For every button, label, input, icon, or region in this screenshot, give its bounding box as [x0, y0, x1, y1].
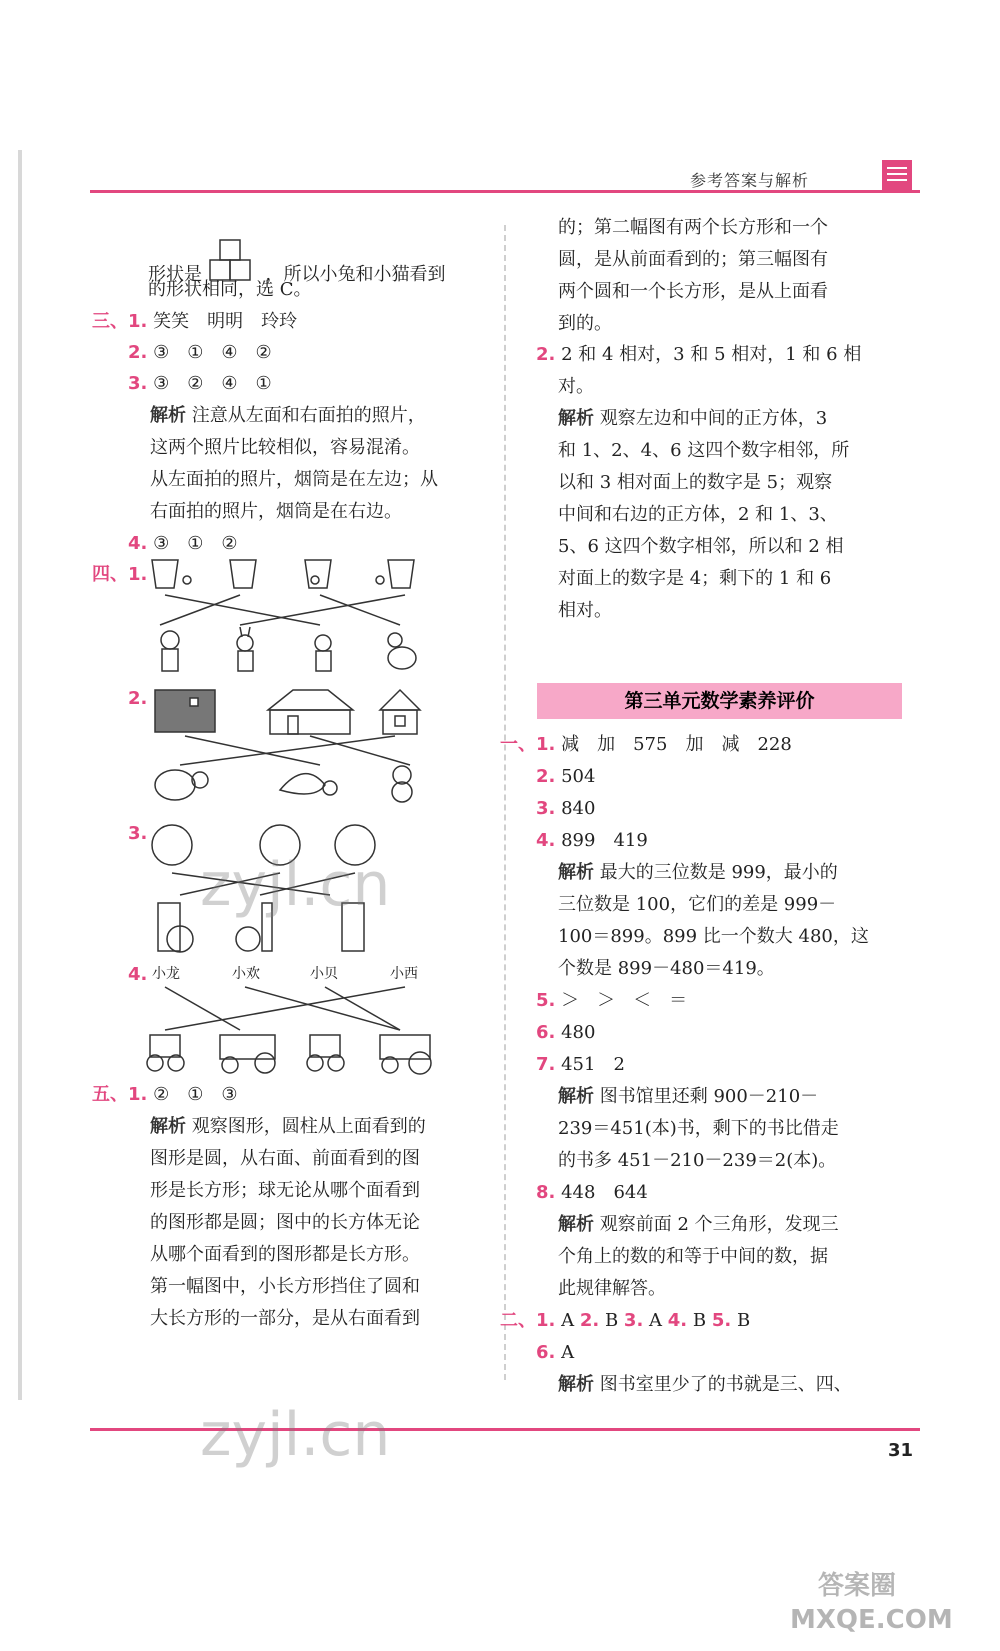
a7-analysis-2: 239＝451(本)书，剩下的书比借走 — [558, 1118, 839, 1139]
q3-analysis-1: 解析 注意从左面和右面拍的照片， — [150, 405, 426, 426]
q3-analysis-3: 从左面拍的照片，烟筒是在左边；从 — [150, 469, 438, 490]
left-line-2: 的形状相同，选 C。 — [148, 279, 312, 300]
q3-analysis-4: 右面拍的照片，烟筒是在右边。 — [150, 501, 402, 522]
a7-analysis-1: 解析 图书馆里还剩 900－210－ — [558, 1086, 819, 1107]
page-edge-shadow — [18, 150, 22, 1400]
a4-analysis-3: 100＝899。899 比一个数大 480，这 — [558, 926, 869, 947]
q5-1: 五、1. ② ① ③ — [92, 1084, 238, 1105]
q3-analysis-2: 这两个照片比较相似，容易混淆。 — [150, 437, 420, 458]
a2: 2. 504 — [536, 766, 596, 787]
a8: 8. 448 644 — [536, 1182, 648, 1203]
q3-2: 2. ③ ① ④ ② — [128, 342, 272, 363]
q4-3-num: 3. — [128, 823, 148, 844]
q5-analysis-1: 解析 观察图形，圆柱从上面看到的 — [150, 1116, 426, 1137]
r-q2-analysis-2: 和 1、2、4、6 这四个数字相邻，所 — [558, 440, 850, 461]
header-menu-icon — [882, 160, 912, 190]
header-rule — [90, 190, 920, 193]
q3-1: 三、1. 笑笑 明明 玲玲 — [92, 311, 298, 332]
a4-analysis-4: 个数是 899－480＝419。 — [558, 958, 775, 979]
watermark-1: zyjl.cn — [200, 850, 391, 920]
name-xiaolong: 小龙 — [152, 966, 180, 982]
q4-1-num: 四、1. — [92, 564, 148, 585]
b1-5: 二、1. A 2. B 3. A 4. B 5. B — [500, 1310, 751, 1331]
right-line-4: 到的。 — [558, 313, 612, 334]
r-q2: 2. 2 和 4 相对，3 和 5 相对，1 和 6 相 — [536, 344, 862, 365]
section-banner: 第三单元数学素养评价 — [537, 683, 902, 719]
watermark-2: zyjl.cn — [200, 1400, 391, 1470]
q4-1-figure — [140, 555, 460, 680]
a7: 7. 451 2 — [536, 1054, 625, 1075]
left-line-1: 形状是 ，所以小兔和小猫看到 — [148, 238, 445, 288]
header-title: 参考答案与解析 — [690, 171, 810, 190]
q3-3: 3. ③ ② ④ ① — [128, 373, 272, 394]
q5-analysis-4: 的图形都是圆；图中的长方体无论 — [150, 1212, 420, 1233]
q4-4-figure — [140, 985, 460, 1080]
q4-2-figure — [140, 680, 460, 810]
right-line-1: 的；第二幅图有两个长方形和一个 — [558, 217, 828, 238]
a1: 一、1. 减 加 575 加 减 228 — [500, 734, 792, 755]
r-q2-analysis-6: 对面上的数字是 4；剩下的 1 和 6 — [558, 568, 832, 589]
name-xiaobei: 小贝 — [310, 966, 338, 982]
r-q2-b: 对。 — [558, 376, 594, 397]
right-line-3: 两个圆和一个长方形，是从上面看 — [558, 281, 828, 302]
a4-analysis-1: 解析 最大的三位数是 999，最小的 — [558, 862, 838, 883]
r-q2-analysis-3: 以和 3 相对面上的数字是 5；观察 — [558, 472, 833, 493]
watermark-3: 答案圈 — [818, 1571, 897, 1601]
b6: 6. A — [536, 1342, 575, 1363]
q5-analysis-3: 形是长方形；球无论从哪个面看到 — [150, 1180, 420, 1201]
a8-analysis-1: 解析 观察前面 2 个三角形，发现三 — [558, 1214, 839, 1235]
r-q2-analysis-4: 中间和右边的正方体，2 和 1、3、 — [558, 504, 838, 525]
q5-analysis-6: 第一幅图中，小长方形挡住了圆和 — [150, 1276, 420, 1297]
q5-analysis-7: 大长方形的一部分，是从右面看到 — [150, 1308, 420, 1329]
a4: 4. 899 419 — [536, 830, 648, 851]
a8-analysis-3: 此规律解答。 — [558, 1278, 666, 1299]
a4-analysis-2: 三位数是 100，它们的差是 999－ — [558, 894, 837, 915]
a5: 5. ＞ ＞ ＜ ＝ — [536, 990, 688, 1011]
a6: 6. 480 — [536, 1022, 596, 1043]
name-xiaohuan: 小欢 — [232, 966, 260, 982]
q3-4: 4. ③ ① ② — [128, 533, 238, 554]
page-number: 31 — [888, 1440, 914, 1461]
r-q2-analysis-7: 相对。 — [558, 600, 612, 621]
watermark-4: MXQE.COM — [790, 1605, 953, 1635]
a3: 3. 840 — [536, 798, 596, 819]
q4-4-num: 4. — [128, 964, 148, 985]
b6-analysis-1: 解析 图书室里少了的书就是三、四、 — [558, 1374, 852, 1395]
a8-analysis-2: 个角上的数的和等于中间的数，据 — [558, 1246, 828, 1267]
q5-analysis-5: 从哪个面看到的图形都是长方形。 — [150, 1244, 420, 1265]
right-line-2: 圆，是从前面看到的；第三幅图有 — [558, 249, 828, 270]
name-xiaoxi: 小西 — [390, 966, 418, 982]
r-q2-analysis-1: 解析 观察左边和中间的正方体，3 — [558, 408, 828, 429]
a7-analysis-3: 的书多 451－210－239＝2(本)。 — [558, 1150, 837, 1171]
column-divider — [504, 225, 506, 1380]
r-q2-analysis-5: 5、6 这四个数字相邻，所以和 2 相 — [558, 536, 844, 557]
q5-analysis-2: 图形是圆，从右面、前面看到的图 — [150, 1148, 420, 1169]
q4-2-num: 2. — [128, 688, 148, 709]
